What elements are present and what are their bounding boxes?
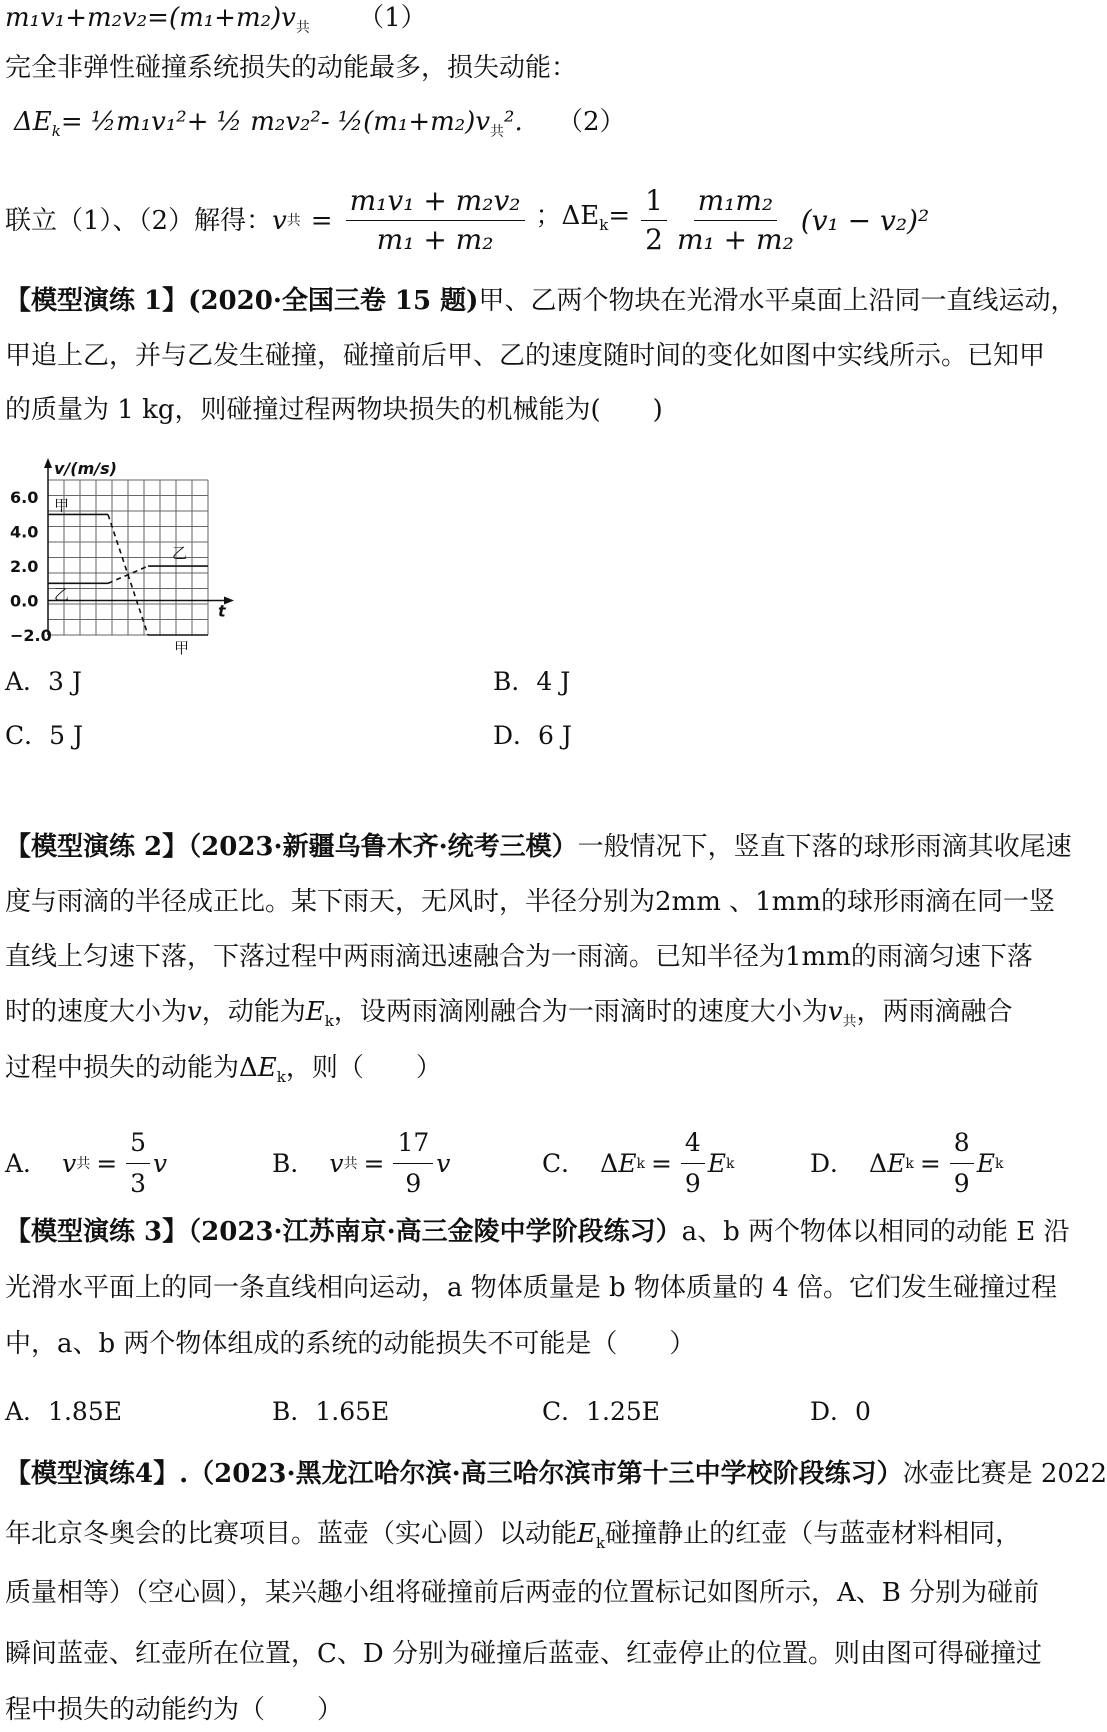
series-label: 乙 bbox=[172, 544, 188, 563]
p2-line2: 度与雨滴的半径成正比。某下雨天，无风时，半径分别为2mm 、1mm的球形雨滴在同一竖 bbox=[5, 887, 1055, 917]
p2-option-c[interactable]: C． Δ E k = $\frac{4}{9}$ E k bbox=[542, 1125, 735, 1202]
p2-line5 bbox=[5, 1050, 442, 1095]
half-fraction bbox=[641, 184, 667, 257]
p3-source: （2023·江苏南京·高三金陵中学阶段练习） bbox=[188, 1217, 682, 1247]
p2-v2: v bbox=[827, 997, 843, 1027]
v-gong-fraction bbox=[346, 184, 525, 257]
p2-v: v bbox=[187, 997, 202, 1027]
p2-text5a: 过程中损失的动能为Δ bbox=[5, 1053, 258, 1083]
p2-opt-c-fraction bbox=[681, 1125, 705, 1202]
p4-text2b: 碰撞静止的红壶（与蓝壶材料相同， bbox=[605, 1519, 1022, 1549]
energy-equation bbox=[14, 104, 626, 150]
p4-line1 bbox=[5, 1456, 1107, 1492]
y-axis-arrow bbox=[44, 458, 52, 468]
p3-line1 bbox=[5, 1214, 1070, 1250]
solve-v: v bbox=[272, 205, 287, 236]
p2-opt-d-den: 9 bbox=[953, 1169, 970, 1198]
p3-line2: 光滑水平面上的同一条直线相向运动，a 物体质量是 b 物体质量的 4 倍。它们发生碰撞过程 bbox=[5, 1273, 1058, 1303]
half-num: 1 bbox=[641, 184, 667, 221]
momentum-eq-text: m₁v₁+m₂v₂=(m₁+m₂)v bbox=[5, 3, 296, 33]
p4-k: k bbox=[596, 1534, 606, 1553]
p2-opt-a-label: A． bbox=[5, 1148, 49, 1178]
eq1-tag: （1） bbox=[358, 3, 427, 33]
p3-tag: 【模型演练 3】 bbox=[5, 1217, 189, 1247]
y-tick-label: 6.0 bbox=[10, 488, 39, 508]
p1-line1 bbox=[5, 283, 1076, 319]
series-label: 乙 bbox=[54, 585, 70, 604]
p2-opt-d-fraction bbox=[950, 1125, 974, 1202]
p1-line2: 甲追上乙，并与乙发生碰撞，碰撞前后甲、乙的速度随时间的变化如图中实线所示。已知甲 bbox=[5, 341, 1046, 371]
p4-line5: 程中损失的动能约为（ ） bbox=[5, 1695, 344, 1725]
eq2-tag: （2） bbox=[556, 107, 626, 137]
p2-option-d[interactable]: D． Δ E k = $\frac{8}{9}$ E k bbox=[810, 1125, 1003, 1202]
p2-text4a: 时的速度大小为 bbox=[5, 997, 188, 1027]
momentum-equation bbox=[5, 0, 427, 46]
gong-sub: 共 bbox=[295, 20, 310, 37]
dek-tail: (v₁ − v₂)² bbox=[800, 203, 930, 237]
y-tick-label: 2.0 bbox=[10, 557, 39, 577]
series-label: 甲 bbox=[54, 496, 70, 515]
p3-option-d[interactable]: D．0 bbox=[810, 1397, 871, 1426]
p2-opt-a-fraction bbox=[126, 1125, 150, 1202]
p1-option-b[interactable]: B．4 J bbox=[493, 667, 571, 696]
y-tick-label: −2.0 bbox=[10, 626, 52, 645]
v-gong-den: m₁ + m₂ bbox=[376, 223, 494, 256]
p4-source: （2023·黑龙江哈尔滨·高三哈尔滨市第十三中学校阶段练习） bbox=[188, 1459, 903, 1489]
v-gong-num: m₁v₁ + m₂v₂ bbox=[346, 184, 525, 221]
p4-line4: 瞬间蓝壶、红壶所在位置，C、D 分别为碰撞后蓝壶、红壶停止的位置。则由图可得碰撞过 bbox=[5, 1639, 1043, 1669]
y-axis-label: v/(m/s) bbox=[54, 459, 117, 478]
p1-text1: 甲、乙两个物块在光滑水平桌面上沿同一直线运动， bbox=[478, 286, 1077, 316]
p2-text4b: ，动能为 bbox=[201, 997, 306, 1027]
p2-E: E bbox=[305, 997, 325, 1027]
mass-num: m₁m₂ bbox=[694, 184, 778, 221]
solve-gong: 共 bbox=[286, 212, 301, 229]
p4-line2 bbox=[5, 1516, 1021, 1561]
p1-option-a[interactable]: A．3 J bbox=[5, 667, 82, 696]
energy-eq-tail: ². bbox=[504, 107, 523, 137]
half-den: 2 bbox=[645, 223, 663, 256]
p4-E: E bbox=[577, 1519, 596, 1549]
p2-source: （2023·新疆乌鲁木齐·统考三模） bbox=[188, 832, 578, 862]
p2-opt-c-num: 4 bbox=[681, 1125, 705, 1164]
p2-tag: 【模型演练 2】 bbox=[5, 832, 189, 862]
solution-line: 联立（1）、（2）解得： v 共 = $\frac{\text{m₁v₁ + m₂v₂}}{\text{m₁ + m₂}}$ ；$\Delta E_k=$ $\frac{1}{2}$ $\frac{\text{m₁m₂}}{\text{m₁ + m₂}}$ (v₁ − v₂)² bbox=[5, 184, 930, 256]
p1-tag: 【模型演练 1】 bbox=[5, 286, 189, 316]
mass-den: m₁ + m₂ bbox=[676, 223, 794, 256]
p2-option-b[interactable]: B． v 共 = $\frac{17}{9}$ v bbox=[272, 1125, 450, 1202]
series-label: 甲 bbox=[174, 639, 190, 657]
loss-text: 完全非弹性碰撞系统损失的动能最多，损失动能： bbox=[5, 53, 578, 83]
p2-opt-c-den: 9 bbox=[684, 1169, 701, 1198]
p2-k2: k bbox=[276, 1068, 286, 1087]
p2-E2: E bbox=[257, 1053, 277, 1083]
p2-option-a[interactable]: A． v 共 = $\frac{5}{3}$ v bbox=[5, 1125, 167, 1202]
mass-fraction bbox=[673, 184, 798, 257]
p2-text4d: ，两雨滴融合 bbox=[856, 997, 1013, 1027]
p4-line3: 质量相等）（空心圆），某兴趣小组将碰撞前后两壶的位置标记如图所示，A、B 分别为碰前 bbox=[5, 1578, 1040, 1608]
p1-option-d[interactable]: D．6 J bbox=[493, 721, 572, 750]
p4-text1: 冰壶比赛是 2022 bbox=[902, 1459, 1107, 1489]
y-tick-label: 0.0 bbox=[10, 591, 39, 611]
p1-source: (2020·全国三卷 15 题) bbox=[188, 286, 479, 316]
solve-lead: 联立（1）、（2）解得： bbox=[5, 205, 273, 236]
p2-opt-b-num: 17 bbox=[393, 1125, 433, 1164]
p2-gong: 共 bbox=[842, 1014, 857, 1031]
p3-text1: a、b 两个物体以相同的动能 E 沿 bbox=[681, 1217, 1070, 1247]
p2-opt-c-label: C． bbox=[542, 1148, 587, 1178]
p2-opt-a-den: 3 bbox=[130, 1169, 147, 1198]
p1-option-c[interactable]: C．5 J bbox=[5, 721, 84, 750]
p3-option-c[interactable]: C．1.25E bbox=[542, 1397, 661, 1426]
p3-option-b[interactable]: B．1.65E bbox=[272, 1397, 390, 1426]
p3-option-a[interactable]: A．1.85E bbox=[5, 1397, 122, 1426]
y-tick-label: 4.0 bbox=[10, 522, 39, 542]
p2-opt-b-den: 9 bbox=[405, 1169, 422, 1198]
p2-opt-d-label: D． bbox=[810, 1148, 856, 1178]
p2-opt-b-fraction bbox=[393, 1125, 433, 1202]
p2-k: k bbox=[324, 1012, 334, 1031]
p2-text4c: ，设两雨滴刚融合为一雨滴时的速度大小为 bbox=[333, 997, 828, 1027]
p2-opt-d-num: 8 bbox=[950, 1125, 974, 1164]
velocity-time-chart bbox=[0, 440, 240, 657]
energy-eq-k: k bbox=[51, 122, 61, 141]
p2-opt-a-num: 5 bbox=[126, 1125, 150, 1164]
p3-line3: 中，a、b 两个物体组成的系统的动能损失不可能是（ ） bbox=[5, 1329, 696, 1359]
chart-axes bbox=[44, 458, 234, 635]
p4-tag: 【模型演练4】. bbox=[5, 1459, 189, 1489]
p1-line3: 的质量为 1 kg，则碰撞过程两物块损失的机械能为( ) bbox=[5, 395, 663, 425]
energy-eq-b: = ½m₁v₁²+ ½ m₂v₂²- ½(m₁+m₂)v bbox=[60, 107, 491, 137]
p2-line3: 直线上匀速下落，下落过程中两雨滴迅速融合为一雨滴。已知半径为1mm的雨滴匀速下落 bbox=[5, 942, 1033, 972]
energy-eq-a: ΔE bbox=[14, 107, 52, 137]
x-axis-label: t bbox=[218, 601, 226, 621]
p2-text1: 一般情况下，竖直下落的球形雨滴其收尾速 bbox=[577, 832, 1072, 862]
p2-text5b: ，则（ ） bbox=[285, 1053, 442, 1083]
p4-text2a: 年北京冬奥会的比赛项目。蓝壶（实心圆）以动能 bbox=[5, 1519, 578, 1549]
energy-gong: 共 bbox=[490, 124, 505, 141]
p2-line1 bbox=[5, 829, 1072, 865]
p2-line4 bbox=[5, 994, 1013, 1040]
p2-opt-b-label: B． bbox=[272, 1148, 316, 1178]
